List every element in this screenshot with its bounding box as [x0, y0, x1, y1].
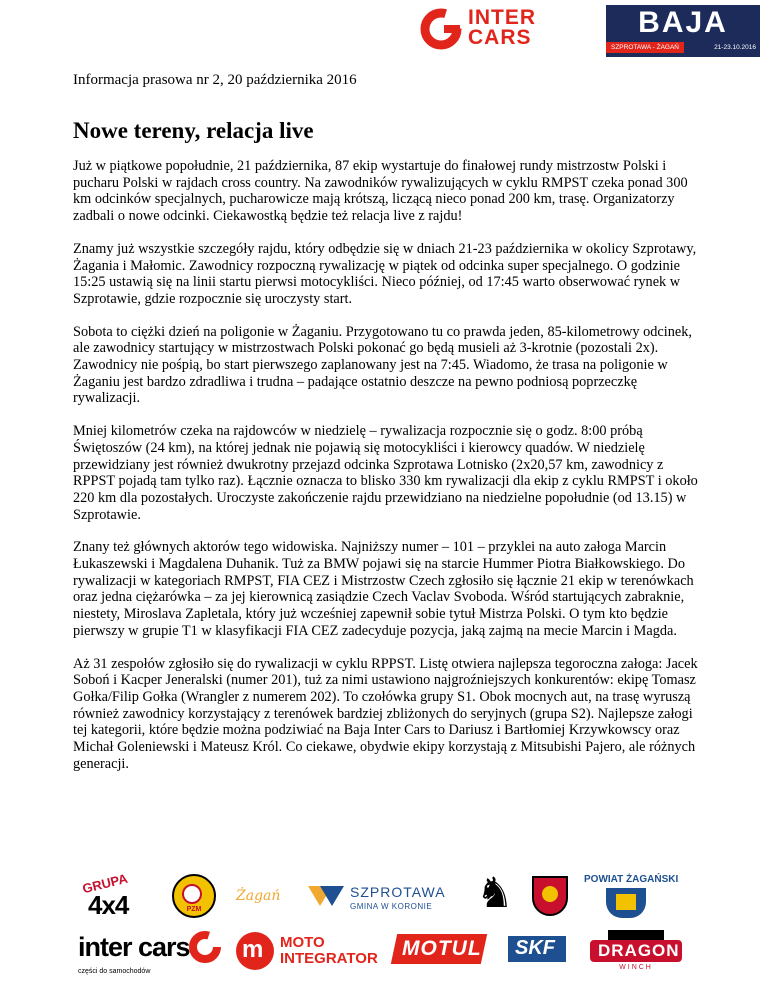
motointegrator-logo: m MOTO INTEGRATOR — [236, 932, 376, 972]
page-title: Nowe tereny, relacja live — [73, 118, 314, 143]
paragraph: Sobota to ciężki dzień na poligonie w Żaganiu. Przygotowano tu co prawda jeden, 85-kilometrowy odcinek, ale zawodnicy startujący w mistrzostwach Polski pokonać go będą musieli aż 3-krotnie (pozostali 2x). Zawodnicy nie pośpią, bo start pierwszego zaplanowany jest na 7:45. Wiadomo, że trasa na poligonie w Żaganiu jest bardzo zdradliwa i trudna – padające ostatnio deszcze na pewno podniosą poprzeczkę rywalizacji. — [73, 323, 692, 407]
baja-header-logo — [606, 5, 760, 57]
baja-title: BAJA — [638, 6, 728, 39]
baja-dates: 21-23.10.2016 — [714, 44, 756, 51]
motul-logo: MOTUL — [391, 934, 487, 964]
paragraph: Mniej kilometrów czeka na rajdowców w niedzielę – rywalizacja rozpocznie się o godz. 8:00 próbą Świętoszów (24 km), na której jednak nie pojawią się motocykliści i kierowcy quadów. W niedzielę przewidziany jest również dwukrotny przejazd odcinka Szprotawa Lotnisko (2x20,57 km, zawodnicy z RPPST pojadą tam tylko raz). Łącznie oznacza to blisko 330 km rywalizacji dla ekip z cyklu RMPST i około 220 km dla pozostałych. Uroczyste zakończenie rajdu przewidziano na niedzielne popołudnie (od 13.15) w Szprotawie. — [73, 423, 698, 523]
zagan-logo: Żagań — [236, 888, 281, 904]
coat-of-arms-icon — [528, 874, 572, 920]
inter-cars-ring-icon — [188, 930, 222, 964]
szprotawa-logo: SZPROTAWA GMINA W KORONIE — [306, 878, 454, 918]
article-body — [73, 158, 705, 789]
dragon-winch-logo: DRAGON WINCH — [590, 930, 682, 976]
inter-cars-line2: CARS — [468, 26, 532, 49]
press-info: Informacja prasowa nr 2, 20 października 2016 — [73, 72, 357, 88]
paragraph: Znamy już wszystkie szczegóły rajdu, który odbędzie się w dniach 21-23 października w okolicy Szprotawy, Żagania i Małomic. Zawodnicy rozpoczną rywalizację w piątek od odcinka super specjalnego. O godzinie 15:25 ustawią się na linii startu pierwsi motocykliści. Nieco później, od 17:45 warto obserwować rynek w Szprotawie, gdzie rozpocznie się uroczysty start. — [73, 240, 697, 307]
eagle-emblem-icon: ♞ — [476, 869, 514, 916]
paragraph: Znany też głównych aktorów tego widowiska. Najniższy numer – 101 – przyklei na auto załoga Marcin Łukaszewski i Magdalena Duhanik. Tuż za BMW pojawi się na starcie Hummer Piotra Białkowskiego. Do rywalizacji w kategoriach RMPST, FIA CEZ i Mistrzostw Czech zgłosiło się łącznie 21 ekip w terenówkach oraz jedna ciężarówka – za jej kierownicą zasiądzie Czech Vaclav Svoboda. Wśród startujących zabraknie, niestety, Miroslava Zapletala, który już wcześniej zapewnił sobie tytuł Mistrza Polski. O tym kto będzie pierwszy w grupie T1 w klasyfikacji FIA CEZ zadecyduje pozycja, jaką zajmą na mecie Marcin i Magda. — [73, 539, 694, 639]
skf-logo: SKF — [508, 936, 566, 962]
paragraph: Aż 31 zespołów zgłosiło się do rywalizacji w cyklu RPPST. Listę otwiera najlepsza tegoroczna załoga: Jacek Soboń i Kacper Jeneralski (numer 201), tuż za nimi ustawiono najgroźniejszych konkurentów: ekipę Tomasz Gołka/Filip Gołka (Wrangler z numerem 202). To czołówka grupy S1. Obok mocnych aut, na trasę wyruszą również zawodnicy korzystający z terenówek bardziej zbliżonych do seryjnych (grupa S2). Najlepsze załogi tej kategorii, które będzie można podziwiać na Baja Inter Cars to Dariusz i Bartłomiej Krzywkowscy oraz Michał Goleniewski i Mateusz Król. Co ciekawe, obydwie ekipy korzystają z Mitsubishi Pajero, ale różnych generacji. — [73, 655, 698, 772]
paragraph: Już w piątkowe popołudnie, 21 października, 87 ekip wystartuje do finałowej rundy mistrzostw Polski i pucharu Polski w rajdach cross country. Na zawodników rywalizujących w cyklu RMPST czeka ponad 300 km odcinków specjalnych, pucharowicze mają krótszą, liczącą nieco ponad 200 km, trasę. Organizatorzy zadbali o nowe odcinki. Ciekawostką będzie też relacja live z rajdu! — [73, 158, 688, 225]
baja-location: SZPROTAWA - ŻAGAŃ — [606, 42, 684, 53]
grupa-4x4-logo: GRUPA 4x4 — [80, 870, 130, 920]
powiat-zaganski-logo: POWIAT ŻAGAŃSKI — [584, 874, 688, 920]
inter-cars-line1: INTER — [468, 6, 536, 29]
inter-cars-footer-logo: inter cars części do samochodów — [78, 930, 218, 982]
inter-cars-ring-icon — [420, 8, 462, 50]
inter-cars-header-logo — [416, 6, 596, 52]
pzm-logo: PZM — [170, 872, 218, 922]
